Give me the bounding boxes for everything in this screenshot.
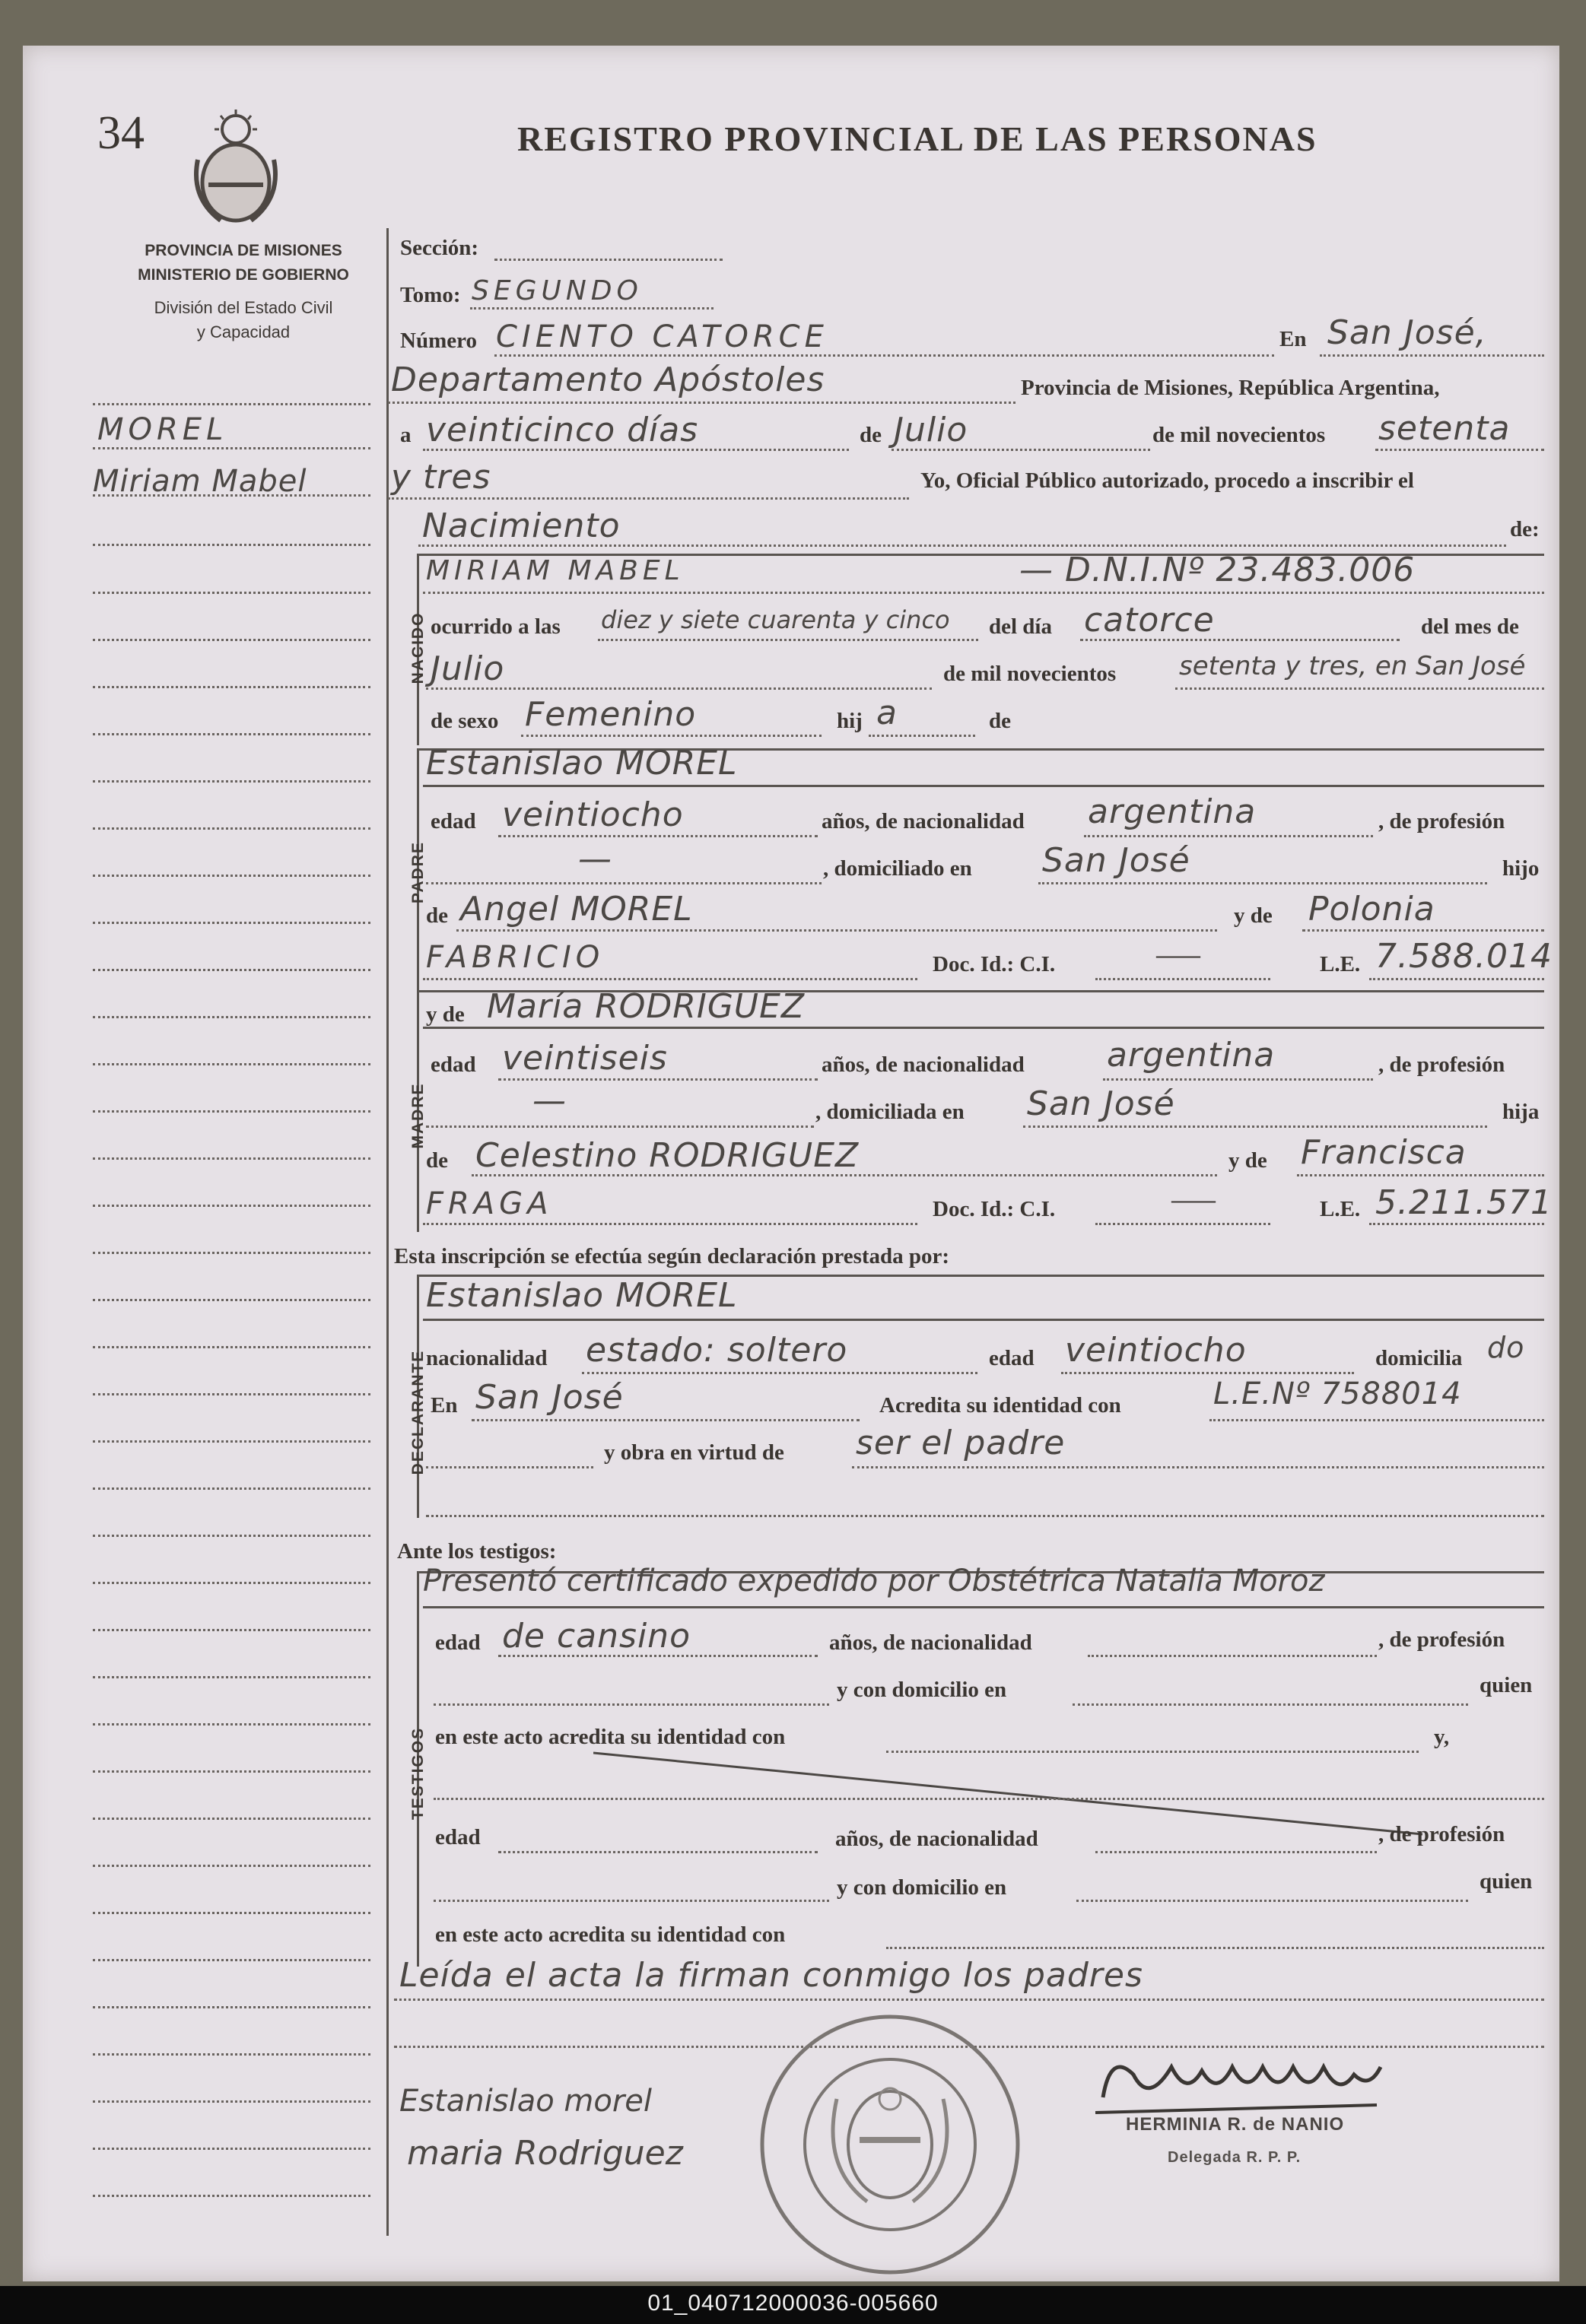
label-testigo1-profesion: , de profesión: [1378, 1627, 1505, 1652]
coat-of-arms-icon: [190, 106, 281, 228]
image-id-caption: 01_040712000036-005660: [647, 2291, 939, 2316]
label-declarante-acredita: Acredita su identidad con: [879, 1393, 1121, 1418]
madre-edad: veintiseis: [502, 1039, 668, 1078]
sidebar-line-4: y Capacidad: [196, 322, 291, 341]
label-testigo2-quien: quien: [1480, 1869, 1533, 1894]
declarante-edad: veintiocho: [1065, 1331, 1247, 1370]
value-tomo: SEGUNDO: [472, 275, 643, 306]
padre-nombre: Estanislao MOREL: [426, 744, 738, 783]
section-label-madre: MADRE: [409, 1082, 427, 1149]
value-hora: diez y siete cuarenta y cinco: [601, 605, 950, 634]
label-testigo2-acredita: en este acto acredita su identidad con: [435, 1922, 786, 1947]
label-madre-le: L.E.: [1320, 1197, 1361, 1221]
cierre-text: Leída el acta la firman conmigo los padres: [399, 1956, 1143, 1995]
label-testigo1-quien: quien: [1480, 1673, 1533, 1697]
declarante-virtud: ser el padre: [856, 1424, 1066, 1462]
label-seccion: Sección:: [400, 236, 479, 260]
label-padre-hijo: hijo: [1502, 856, 1540, 881]
madre-nombre: María RODRIGUEZ: [487, 987, 806, 1026]
oficial-name-stamp: HERMINIA R. de NANIO: [1126, 2114, 1345, 2135]
label-yo: Yo, Oficial Público autorizado, procedo a inscribir el: [920, 468, 1414, 493]
value-nombre: MIRIAM MABEL: [426, 555, 685, 586]
label-testigo2-anios: años, de nacionalidad: [835, 1827, 1038, 1851]
value-acto: Nacimiento: [422, 506, 621, 545]
value-dia: veinticinco días: [426, 411, 699, 449]
sidebar-surname: MOREL: [97, 412, 228, 447]
padre-padre-de: Angel MOREL: [460, 890, 693, 929]
madre-nacionalidad: argentina: [1107, 1036, 1276, 1075]
label-testigo1-anios: años, de nacionalidad: [829, 1630, 1032, 1655]
sidebar-given-names: Miriam Mabel: [93, 464, 307, 499]
padre-le: 7.588.014: [1375, 937, 1553, 976]
label-declarante-domicilia: domicilia: [1375, 1346, 1463, 1370]
section-label-padre: PADRE: [409, 841, 427, 903]
label-madre-hija: hija: [1502, 1100, 1540, 1124]
label-madre-anios: años, de nacionalidad: [822, 1052, 1025, 1077]
label-ante-testigos: Ante los testigos:: [397, 1539, 557, 1564]
madre-madre-de-2: FRAGA: [426, 1186, 553, 1221]
label-testigo2-domicilio: y con domicilio en: [837, 1875, 1007, 1900]
section-label-declarante: DECLARANTE: [409, 1349, 427, 1475]
label-padre-edad: edad: [431, 809, 476, 833]
declarante-domicilia-suffix: do: [1487, 1331, 1525, 1364]
padre-nacionalidad: argentina: [1088, 792, 1257, 831]
label-testigo1-y: y,: [1434, 1725, 1450, 1749]
label-provincia: Provincia de Misiones, República Argentina,: [1021, 376, 1440, 400]
official-seal-stamp: [753, 2008, 1027, 2281]
label-declarante-edad: edad: [989, 1346, 1035, 1370]
label-padre-doc: Doc. Id.: C.I.: [933, 952, 1056, 976]
value-departamento: Departamento Apóstoles: [391, 360, 825, 399]
label-declarante-en: En: [431, 1393, 458, 1418]
label-de-sexo: de sexo: [431, 709, 499, 733]
label-numero: Número: [400, 329, 477, 353]
label-de-colon: de:: [1510, 517, 1540, 541]
label-padre-profesion: , de profesión: [1378, 809, 1505, 833]
label-padre-domiciliado: , domiciliado en: [823, 856, 972, 881]
label-declarante-nacionalidad: nacionalidad: [426, 1346, 548, 1370]
madre-ci: ——: [1171, 1188, 1216, 1212]
madre-profesion: —: [532, 1081, 567, 1120]
label-madre-domiciliada: , domiciliada en: [815, 1100, 965, 1124]
label-madre-edad: edad: [431, 1052, 476, 1077]
value-anio-b: y tres: [391, 458, 491, 497]
label-madre-profesion: , de profesión: [1378, 1052, 1505, 1077]
declarante-domicilio: San José: [475, 1378, 624, 1417]
page-number: 34: [97, 107, 145, 159]
label-de-mil-nac: de mil novecientos: [943, 662, 1117, 686]
sidebar-line-2: MINISTERIO DE GOBIERNO: [138, 266, 349, 284]
label-del-dia: del día: [989, 614, 1052, 639]
value-dni: — D.N.I.Nº 23.483.006: [1019, 551, 1416, 589]
label-de-mes: de: [860, 423, 882, 447]
madre-domicilio: San José: [1027, 1084, 1175, 1123]
label-madre-y-de: y de: [426, 1002, 465, 1027]
sidebar-line-3: División del Estado Civil: [154, 298, 333, 317]
testigos-edad: de cansino: [502, 1617, 691, 1656]
label-de-mil: de mil novecientos: [1152, 423, 1326, 447]
label-hij: hij: [837, 709, 863, 733]
label-inscripcion: Esta inscripción se efectúa según declaración prestada por:: [394, 1244, 950, 1268]
declarante-nacionalidad: estado: soltero: [586, 1331, 848, 1370]
label-padre-de: de: [426, 903, 448, 928]
label-madre-y-de-2: y de: [1228, 1148, 1267, 1173]
testigos-nota: Presentó certificado expedido por Obstétrica Natalia Moroz: [423, 1564, 1325, 1599]
label-en: En: [1279, 327, 1307, 351]
padre-domicilio: San José: [1042, 841, 1190, 880]
label-padre-y-de: y de: [1234, 903, 1273, 928]
madre-padre-de: Celestino RODRIGUEZ: [475, 1136, 860, 1175]
value-mes-nac: Julio: [431, 649, 505, 688]
sidebar-line-1: PROVINCIA DE MISIONES: [145, 242, 342, 259]
label-a: a: [400, 423, 412, 447]
value-anio-a: setenta: [1378, 409, 1511, 448]
label-testigo1-edad: edad: [435, 1630, 481, 1655]
value-dia-nac: catorce: [1084, 601, 1215, 640]
madre-le: 5.211.571: [1375, 1183, 1553, 1222]
padre-ci: ——: [1156, 943, 1200, 967]
declarante-nombre: Estanislao MOREL: [426, 1276, 738, 1315]
label-del-mes: del mes de: [1421, 614, 1519, 639]
value-numero: CIENTO CATORCE: [496, 319, 828, 354]
label-madre-doc: Doc. Id.: C.I.: [933, 1197, 1056, 1221]
value-anio-nac: setenta y tres, en San José: [1179, 651, 1526, 681]
padre-edad: veintiocho: [502, 795, 684, 834]
label-de-hij: de: [989, 709, 1011, 733]
padre-profesion: —: [578, 840, 612, 878]
label-testigo1-acredita: en este acto acredita su identidad con: [435, 1725, 786, 1749]
value-hij-suffix: a: [876, 694, 898, 732]
value-lugar: San José,: [1327, 313, 1487, 352]
label-testigo2-profesion: , de profesión: [1378, 1822, 1505, 1846]
section-label-testigos: TESTIGOS: [409, 1726, 427, 1821]
label-declarante-obra: y obra en virtud de: [604, 1440, 784, 1465]
value-sexo: Femenino: [525, 695, 697, 734]
label-tomo: Tomo:: [400, 283, 461, 307]
value-mes: Julio: [894, 411, 968, 449]
firma-madre: maria Rodriguez: [407, 2134, 683, 2173]
label-madre-de: de: [426, 1148, 448, 1173]
label-testigo1-domicilio: y con domicilio en: [837, 1678, 1007, 1702]
label-padre-anios: años, de nacionalidad: [822, 809, 1025, 833]
firma-padre: Estanislao morel: [399, 2084, 653, 2119]
label-testigo2-edad: edad: [435, 1825, 481, 1849]
oficial-cargo: Delegada R. P. P.: [1168, 2149, 1302, 2166]
label-padre-le: L.E.: [1320, 952, 1361, 976]
padre-madre-de: Polonia: [1308, 890, 1435, 929]
declarante-identidad: L.E.Nº 7588014: [1213, 1376, 1462, 1411]
document-title: REGISTRO PROVINCIAL DE LAS PERSONAS: [517, 119, 1317, 158]
section-label-nacido: NACIDO: [409, 611, 427, 684]
madre-madre-de: Francisca: [1301, 1133, 1467, 1172]
padre-madre-de-2: FABRICIO: [426, 940, 605, 975]
label-ocurrido: ocurrido a las: [431, 614, 561, 639]
